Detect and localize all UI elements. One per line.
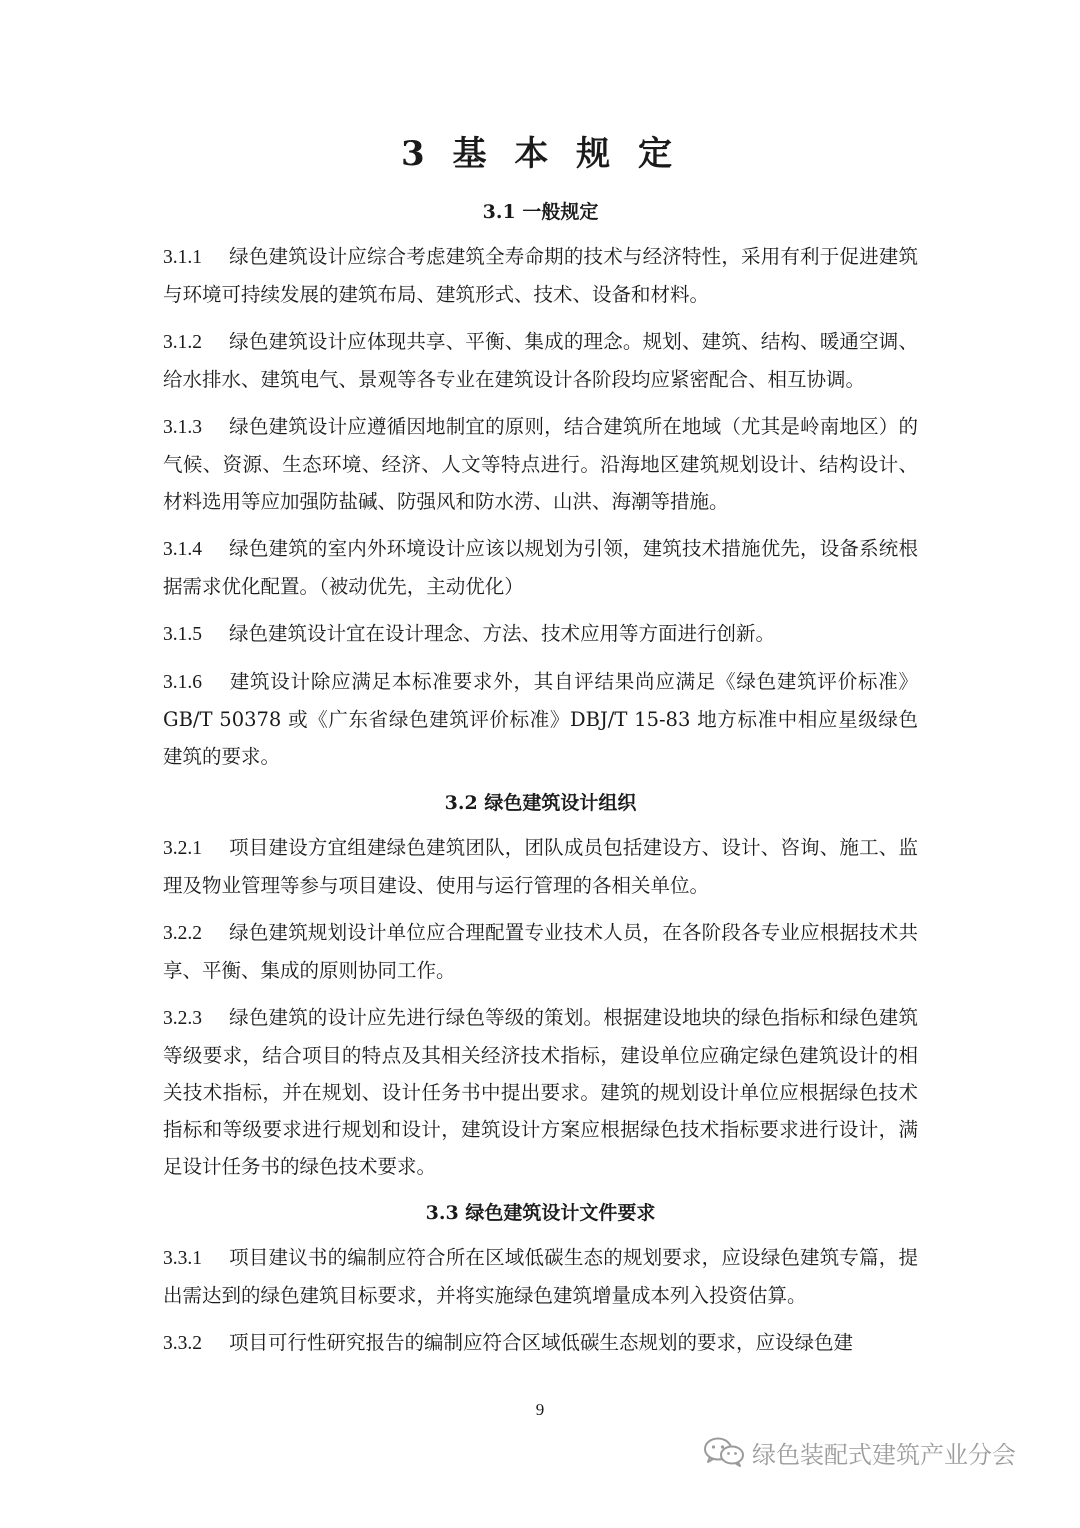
- clause-number: 3.2.2: [163, 923, 202, 944]
- clause-text: 绿色建筑规划设计单位应合理配置专业技术人员，在各阶段各专业应根据技术共享、平衡、集成的原则协同工作。: [163, 921, 918, 982]
- clause-number: 3.3.2: [163, 1333, 202, 1354]
- clause-number: 3.2.3: [163, 1008, 202, 1029]
- clause-text: 绿色建筑的室内外环境设计应该以规划为引领，建筑技术措施优先，设备系统根据需求优化配置。（被动优先，主动优化）: [163, 537, 918, 598]
- chapter-title: 3 基 本 规 定: [400, 134, 680, 174]
- clause-text: 绿色建筑设计应遵循因地制宜的原则，结合建筑所在地域（尤其是岭南地区）的气候、资源、生态环境、经济、人文等特点进行。沿海地区建筑规划设计、结构设计、材料选用等应加强防盐碱、防强风和防水涝、山洪、海潮等措施。: [163, 415, 918, 513]
- section-title: 3.3 绿色建筑设计文件要求: [425, 1202, 656, 1224]
- page-number: 9: [535, 1400, 545, 1419]
- clause-text: 绿色建筑设计宜在设计理念、方法、技术应用等方面进行创新。: [229, 622, 776, 645]
- clause-number: 3.1.4: [163, 539, 202, 560]
- clause-number: 3.1.3: [163, 417, 202, 438]
- section-title: 3.2 绿色建筑设计组织: [444, 792, 637, 814]
- clause: [163, 1324, 918, 1362]
- clause: [163, 1239, 918, 1314]
- document-page: [163, 120, 918, 1372]
- clause: [163, 663, 918, 775]
- clause: [163, 408, 918, 520]
- clause-text: 建筑设计除应满足本标准要求外，其自评结果尚应满足《绿色建筑评价标准》GB/T 50378 或《广东省绿色建筑评价标准》DBJ/T 15-83 地方标准中相应星级绿色建筑的要求。: [163, 670, 918, 768]
- clause-number: 3.1.2: [163, 332, 202, 353]
- clause-text: 绿色建筑的设计应先进行绿色等级的策划。根据建设地块的绿色指标和绿色建筑等级要求，结合项目的特点及其相关经济技术指标，建设单位应确定绿色建筑设计的相关技术指标，并在规划、设计任务书中提出要求。建筑的规划设计单位应根据绿色技术指标和等级要求进行规划和设计，建筑设计方案应根据绿色技术指标要求进行设计，满足设计任务书的绿色技术要求。: [163, 1006, 918, 1178]
- clause-number: 3.1.5: [163, 624, 202, 645]
- clause: [163, 829, 918, 904]
- clause-text: 项目可行性研究报告的编制应符合区域低碳生态规划的要求，应设绿色建: [229, 1331, 854, 1354]
- clause-text: 项目建设方宜组建绿色建筑团队，团队成员包括建设方、设计、咨询、施工、监理及物业管理等参与项目建设、使用与运行管理的各相关单位。: [163, 836, 918, 897]
- clause-number: 3.3.1: [163, 1248, 202, 1269]
- clause-number: 3.1.1: [163, 247, 202, 268]
- clause-text: 项目建议书的编制应符合所在区域低碳生态的规划要求，应设绿色建筑专篇，提出需达到的绿色建筑目标要求，并将实施绿色建筑增量成本列入投资估算。: [163, 1246, 918, 1307]
- wechat-icon: [702, 1436, 746, 1468]
- watermark-text: 绿色装配式建筑产业分会: [752, 1440, 1016, 1469]
- clause: [163, 238, 918, 313]
- watermark: [702, 1432, 1016, 1472]
- clause: [163, 323, 918, 398]
- clause: [163, 530, 918, 605]
- clause-number: 3.2.1: [163, 838, 202, 859]
- section-title: 3.1 一般规定: [482, 201, 599, 223]
- clause: [163, 914, 918, 989]
- clause-text: 绿色建筑设计应综合考虑建筑全寿命期的技术与经济特性，采用有利于促进建筑与环境可持续发展的建筑布局、建筑形式、技术、设备和材料。: [163, 245, 918, 306]
- clause: [163, 615, 918, 653]
- clause: [163, 999, 918, 1185]
- clause-text: 绿色建筑设计应体现共享、平衡、集成的理念。规划、建筑、结构、暖通空调、给水排水、建筑电气、景观等各专业在建筑设计各阶段均应紧密配合、相互协调。: [163, 330, 918, 391]
- clause-number: 3.1.6: [163, 672, 202, 693]
